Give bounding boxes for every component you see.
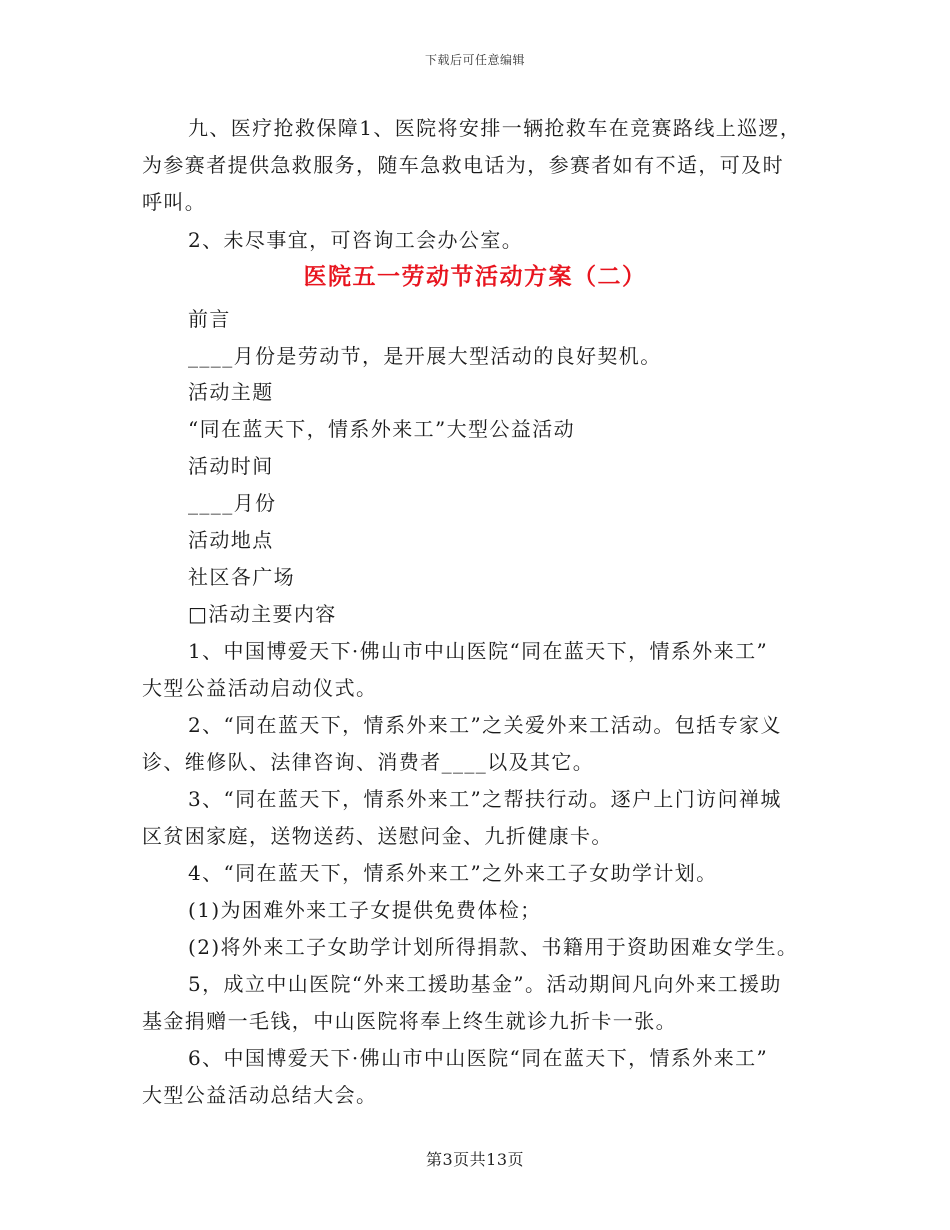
content-heading: □活动主要内容 <box>188 602 337 626</box>
preface-text: ____月份是劳动节，是开展大型活动的良好契机。 <box>188 344 662 368</box>
item-1-line-1: 1、中国博爱天下·佛山市中山医院“同在蓝天下，情系外来工” <box>188 639 769 663</box>
item-5-line-2: 基金捐赠一毛钱，中山医院将奉上终生就诊九折卡一张。 <box>142 1009 677 1033</box>
item-4-sub-1: (1)为困难外来工子女提供免费体检； <box>188 898 542 922</box>
item-1-line-2: 大型公益活动启动仪式。 <box>142 676 378 700</box>
section9-line-1: 九、医疗抢救保障1、医院将安排一辆抢救车在竞赛路线上巡逻， <box>188 116 802 140</box>
preface-heading: 前言 <box>188 307 231 331</box>
theme-text: “同在蓝天下，情系外来工”大型公益活动 <box>188 417 576 441</box>
place-text: 社区各广场 <box>188 565 295 589</box>
place-heading: 活动地点 <box>188 528 274 552</box>
page-footer: 第3页共13页 <box>425 1150 525 1169</box>
item-6-line-1: 6、中国博爱天下·佛山市中山医院“同在蓝天下，情系外来工” <box>188 1046 769 1070</box>
item-4-sub-2: (2)将外来工子女助学计划所得捐款、书籍用于资助困难女学生。 <box>188 935 799 959</box>
item-2-line-1: 2、“同在蓝天下，情系外来工”之关爱外来工活动。包括专家义 <box>188 713 782 737</box>
item-2-line-2: 诊、维修队、法律咨询、消费者____以及其它。 <box>142 750 595 774</box>
note-2: 2、未尽事宜，可咨询工会办公室。 <box>188 228 524 252</box>
document-title: 医院五一劳动节活动方案（二） <box>303 263 647 290</box>
section9-line-2: 为参赛者提供急救服务，随车急救电话为，参赛者如有不适，可及时 <box>142 153 784 177</box>
theme-heading: 活动主题 <box>188 380 274 404</box>
time-text: ____月份 <box>188 491 277 515</box>
item-4-line-1: 4、“同在蓝天下，情系外来工”之外来工子女助学计划。 <box>188 861 718 885</box>
time-heading: 活动时间 <box>188 454 274 478</box>
section9-line-3: 呼叫。 <box>142 190 207 214</box>
item-3-line-1: 3、“同在蓝天下，情系外来工”之帮扶行动。逐户上门访问禅城 <box>188 787 782 811</box>
item-5-line-1: 5，成立中山医院“外来工援助基金”。活动期间凡向外来工援助 <box>188 972 782 996</box>
item-6-line-2: 大型公益活动总结大会。 <box>142 1083 378 1107</box>
item-3-line-2: 区贫困家庭，送物送药、送慰问金、九折健康卡。 <box>142 824 613 848</box>
page-header: 下载后可任意编辑 <box>424 53 525 67</box>
